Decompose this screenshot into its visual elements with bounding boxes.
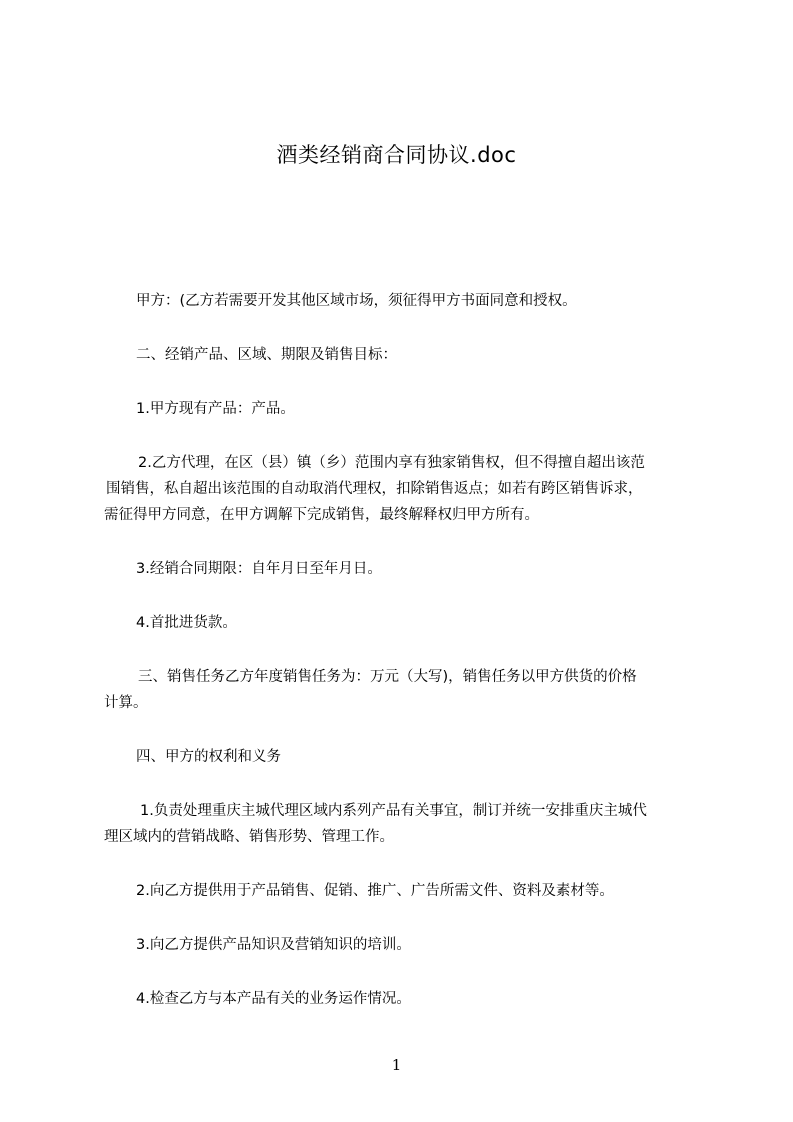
clause-existing-products [136, 396, 736, 422]
paragraph-line: 3.向乙方提供产品知识及营销知识的培训。 [136, 937, 411, 953]
clause-agency-region [104, 450, 704, 528]
paragraph-line: 三、销售任务乙方年度销售任务为：万元（大写)，销售任务以甲方供货的价格 [138, 669, 637, 685]
paragraph-line: 3.经销合同期限：自年月日至年月日。 [136, 561, 382, 577]
section-heading-products [136, 342, 736, 368]
paragraph-line: 4.检查乙方与本产品有关的业务运作情况。 [136, 991, 411, 1007]
paragraph-line: 四、甲方的权利和义务 [136, 749, 281, 765]
paragraph-line: 1.甲方现有产品：产品。 [136, 401, 295, 417]
paragraph-line: 1.负责处理重庆主城代理区域内系列产品有关事宜，制订并统一安排重庆主城代 [140, 803, 647, 819]
paragraph-line: 4.首批进货款。 [136, 615, 237, 631]
paragraph-line: 2.乙方代理，在区（县）镇（乡）范围内享有独家销售权，但不得擅自超出该范 [138, 455, 645, 471]
paragraph-line: 甲方：(乙方若需要开发其他区域市场，须征得甲方书面同意和授权。 [136, 293, 577, 309]
clause-contract-term [136, 556, 736, 582]
paragraph-line: 需征得甲方同意，在甲方调解下完成销售，最终解释权归甲方所有。 [104, 507, 539, 523]
section-heading-party-a [136, 744, 736, 770]
clause-handle-affairs [104, 798, 704, 850]
paragraph-line: 围销售，私自超出该范围的自动取消代理权，扣除销售返点；如若有跨区销售诉求， [106, 481, 643, 497]
paragraph-intro [136, 288, 736, 314]
document-title: 酒类经销商合同协议.doc [276, 143, 517, 167]
page-number: 1 [391, 1056, 402, 1074]
paragraph-line: 计算。 [104, 695, 148, 711]
clause-provide-materials [136, 878, 736, 904]
clause-training [136, 932, 736, 958]
clause-inspection [136, 986, 736, 1012]
section-sales-target [104, 664, 704, 716]
clause-first-payment [136, 610, 736, 636]
paragraph-line: 2.向乙方提供用于产品销售、促销、推广、广告所需文件、资料及素材等。 [136, 883, 614, 899]
paragraph-line: 理区域内的营销战略、销售形势、管理工作。 [104, 829, 394, 845]
paragraph-line: 二、经销产品、区域、期限及销售目标： [136, 347, 397, 363]
